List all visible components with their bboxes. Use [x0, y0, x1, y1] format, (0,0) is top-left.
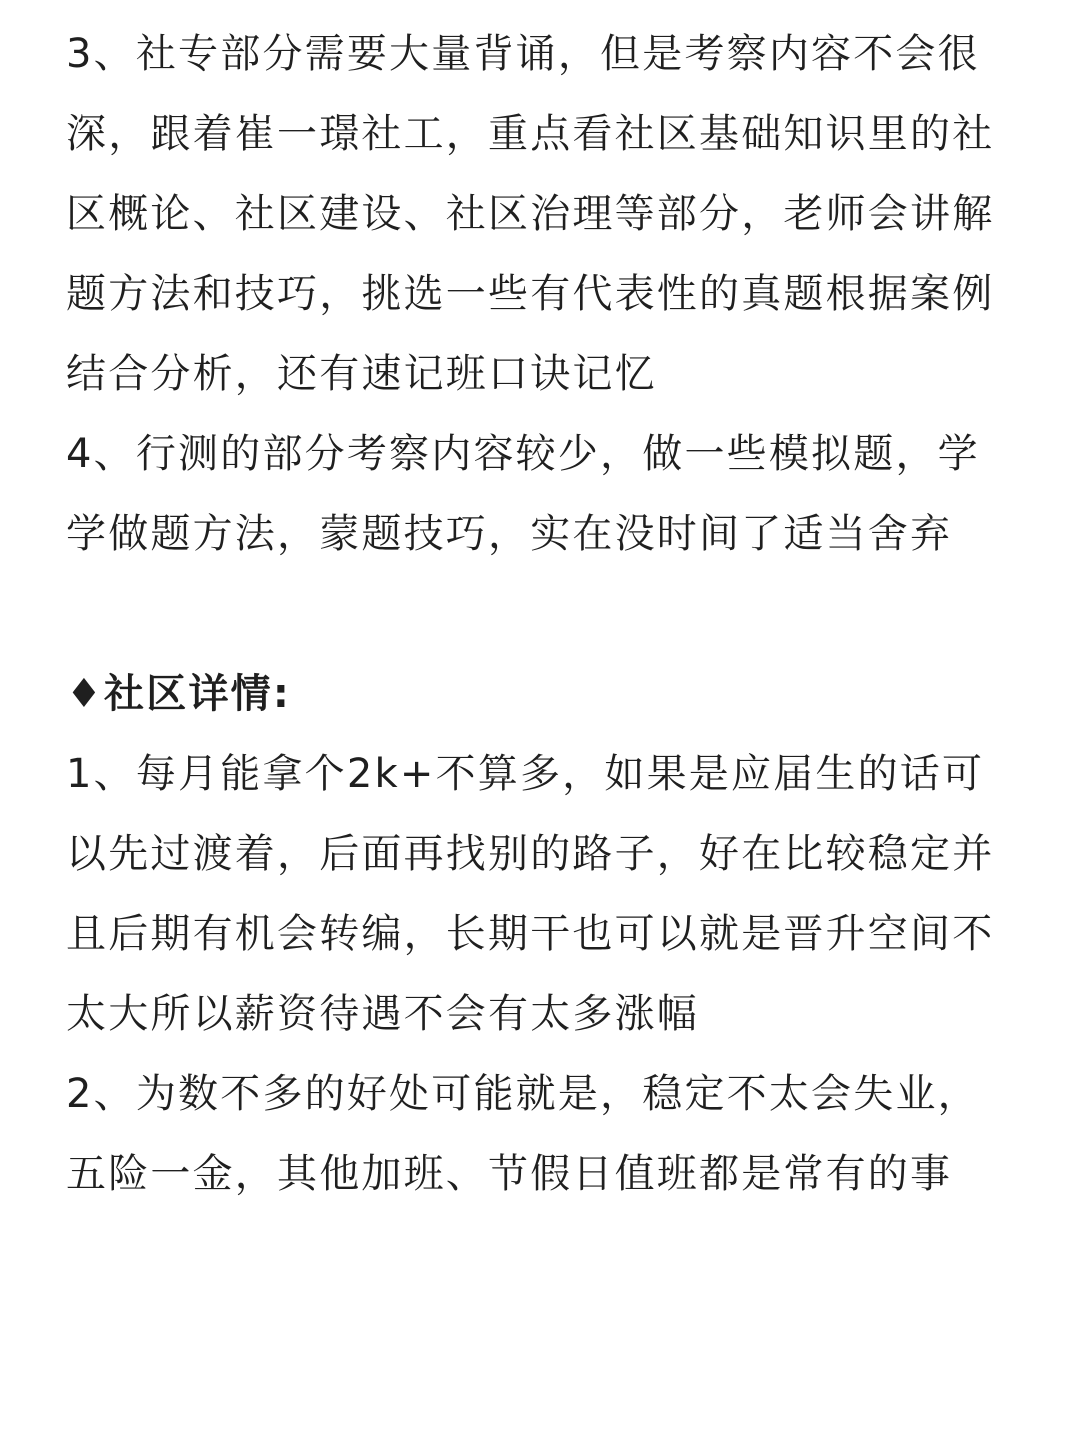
blank-line [66, 574, 1026, 654]
text-line: 2、为数不多的好处可能就是，稳定不太会失业， [66, 1071, 980, 1117]
text-line: 区概论、社区建设、社区治理等部分，老师会讲解 [66, 191, 995, 237]
text-line: 以先过渡着，后面再找别的路子，好在比较稳定并 [66, 831, 995, 877]
text-line: 深，跟着崔一璟社工，重点看社区基础知识里的社 [66, 111, 995, 157]
text-line: 4、行测的部分考察内容较少，做一些模拟题，学 [66, 431, 980, 477]
tip-4-paragraph [66, 414, 1026, 574]
text-line: 太大所以薪资待遇不会有太多涨幅 [66, 991, 699, 1037]
blank-space [66, 1214, 1026, 1394]
text-line: 1、每月能拿个2k+不算多，如果是应届生的话可 [66, 751, 985, 797]
text-line: 结合分析，还有速记班口诀记忆 [66, 351, 657, 397]
text-line: 题方法和技巧，挑选一些有代表性的真题根据案例 [66, 271, 995, 317]
text-line: 五险一金，其他加班、节假日值班都是常有的事 [66, 1151, 953, 1197]
tip-3-paragraph [66, 14, 1026, 414]
detail-1-paragraph [66, 734, 1026, 1054]
detail-2-paragraph [66, 1054, 1026, 1214]
text-line: 3、社专部分需要大量背诵，但是考察内容不会很 [66, 31, 980, 77]
section-heading: ♦社区详情: [66, 671, 292, 717]
text-line: 且后期有机会转编，长期干也可以就是晋升空间不 [66, 911, 995, 957]
text-line: 学做题方法，蒙题技巧，实在没时间了适当舍弃 [66, 511, 953, 557]
article-body [66, 14, 1026, 1394]
